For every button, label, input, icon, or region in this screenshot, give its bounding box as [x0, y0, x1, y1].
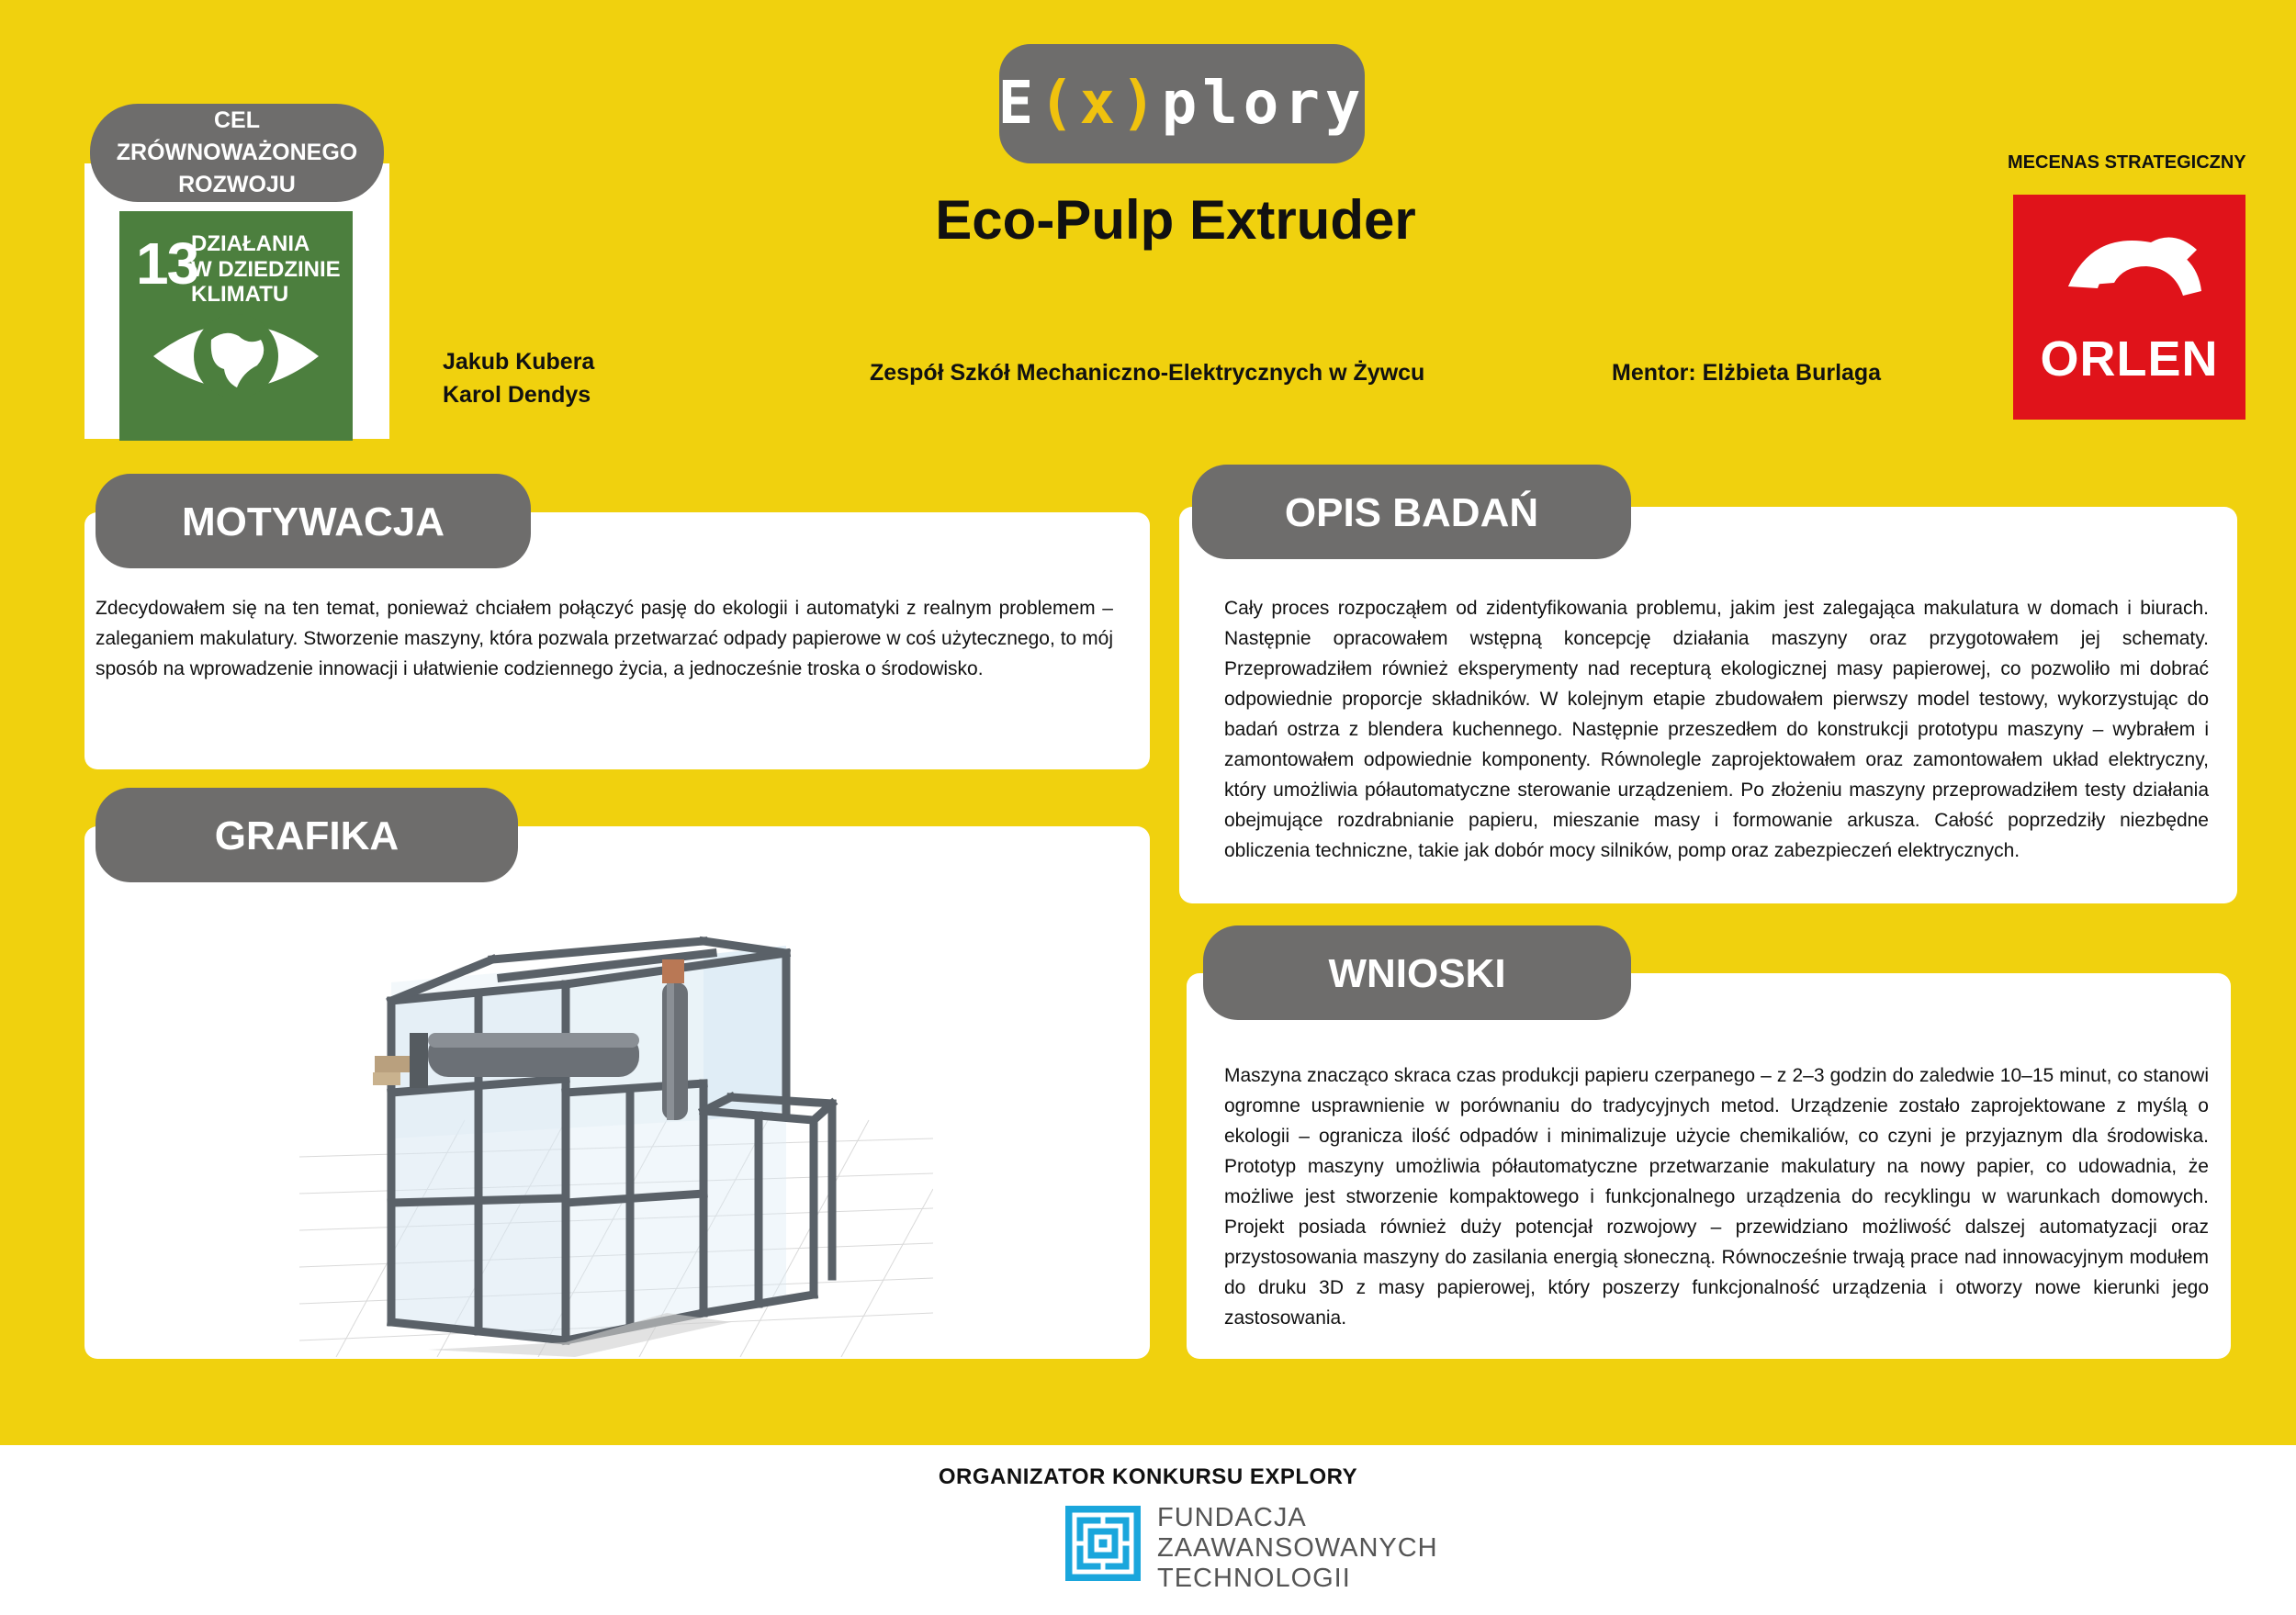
sdg-badge: CEL ZRÓWNOWAŻONEGO ROZWOJU	[90, 104, 384, 202]
opis-text: Cały proces rozpocząłem od zidentyfikowania problemu, jakim jest zalegająca makulatura w domach i biurach. Następnie opracowałem wstępną koncepcję działania maszyny oraz przygotowałem jej schematy. Przeprowadziłem również eksperymenty nad recepturą ekologicznej masy papierowej, co pozwoliło mi dobrać odpowiednie proporcje składników. W kolejnym etapie zbudowałem pierwszy model testowy, wykorzystując do badań ostrza z blendera kuchennego. Następnie przeszedłem do konstrukcji prototypu maszyny – wybrałem i zamontowałem odpowiednie komponenty. Równolegle zaprojektowałem oraz zamontowałem układ elektryczny, który umożliwia półautomatyczne sterowanie urządzeniem. Po złożeniu maszyny przeprowadziłem testy działania obejmujące rozdrabnianie papieru, mieszanie masy i formowanie arkusza. Całość poprzedziły niezbędne obliczenia techniczne, takie jak dobór mocy silników, pomp oraz zabezpieczeń elektrycznych.	[1224, 598, 2209, 861]
explory-logo-text: E(x)plory	[997, 70, 1367, 138]
grafika-heading: GRAFIKA	[96, 788, 518, 882]
authors: Jakub Kubera Karol Dendys	[443, 349, 595, 409]
wnioski-text: Maszyna znacząco skraca czas produkcji papieru czerpanego – z 2–3 godzin do zaledwie 10–15 minut, co stanowi ogromne usprawnienie w porównaniu do tradycyjnych metod. Urządzenie zostało zaprojektowane z myślą o ekologii – ogranicza ilość odpadów i minimalizuje użycie chemikaliów, co czyni je przyjaznym dla środowiska. Prototyp maszyny umożliwia półautomatyczne przetwarzanie makulatury na nowy papier, co udowadnia, że możliwe jest stworzenie kompaktowego i funkcjonalnego urządzenia do recyklingu w warunkach domowych. Projekt posiada również duży potencjał rozwojowy – przewidziano możliwość dalszej automatyzacji oraz przystosowania maszyny do zasilania energią słoneczną. Równocześnie trwają prace nad innowacyjnym modułem do druku 3D z masy papierowej, który poszerzy funkcjonalność urządzenia i otworzy nowe kierunki jego zastosowania.	[1224, 1065, 2209, 1329]
motywacja-text: Zdecydowałem się na ten temat, ponieważ chciałem połączyć pasję do ekologii i automatyki z realnym problemem – zaleganiem makulatury. Stworzenie maszyny, która pozwala przetwarzać odpady papierowe w coś użytecznego, to mój sposób na wprowadzenie innowacji i ułatwienie codziennego życia, a jednocześnie troska o środowisko.	[96, 598, 1113, 679]
orlen-wordmark: ORLEN	[2040, 331, 2219, 387]
wnioski-heading: WNIOSKI	[1203, 925, 1631, 1020]
organizer-label: ORGANIZATOR KONKURSU EXPLORY	[938, 1464, 1358, 1489]
motywacja-heading: MOTYWACJA	[96, 474, 531, 568]
poster-title: Eco-Pulp Extruder	[935, 189, 1416, 251]
foundation-name: FUNDACJA ZAAWANSOWANYCH TECHNOLOGII	[1157, 1503, 1438, 1593]
sponsor-label: MECENAS STRATEGICZNY	[2008, 152, 2246, 173]
fzt-logo-mark	[1065, 1506, 1141, 1581]
explory-logo	[999, 44, 1365, 163]
opis-heading: OPIS BADAŃ	[1192, 465, 1631, 559]
machine-render	[299, 927, 933, 1357]
eagle-icon	[2013, 195, 2245, 332]
maze-icon	[1065, 1506, 1141, 1581]
school-name: Zespół Szkół Mechaniczno-Elektrycznych w Żywcu	[870, 360, 1425, 386]
sdg-number: 13	[136, 230, 198, 297]
machine-frame-image	[299, 927, 933, 1357]
sdg-label: DZIAŁANIA W DZIEDZINIE KLIMATU	[191, 231, 341, 308]
mentor: Mentor: Elżbieta Burlaga	[1612, 360, 1882, 386]
